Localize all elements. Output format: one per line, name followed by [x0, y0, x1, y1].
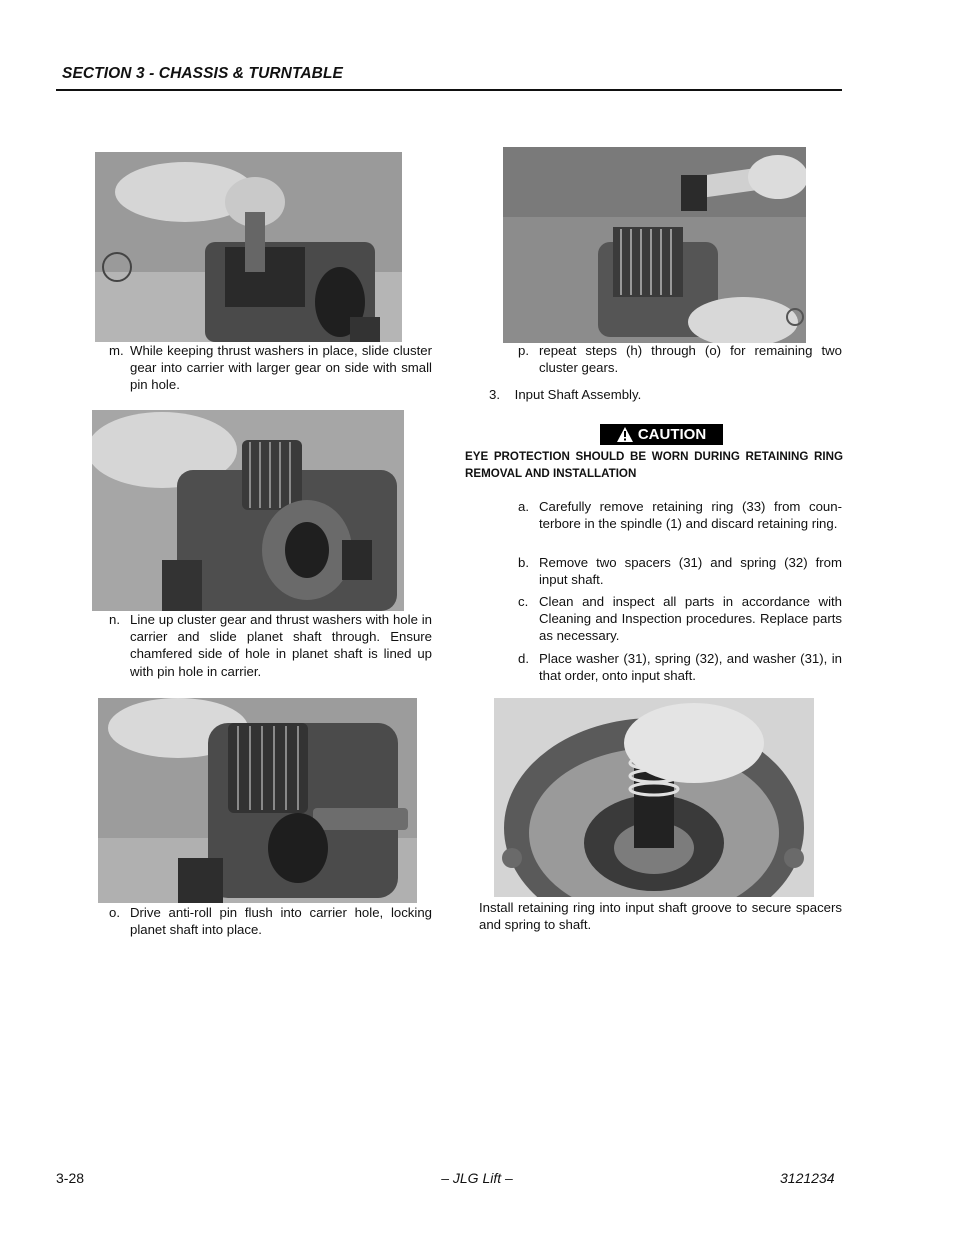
- warning-triangle-icon: [617, 427, 633, 442]
- caution-label: CAUTION: [637, 426, 707, 443]
- step-letter: b.: [518, 555, 529, 570]
- header-divider: [56, 89, 842, 91]
- caution-banner: [600, 424, 723, 445]
- anti-roll-pin-photo: [98, 698, 417, 903]
- input-shaft-spring-photo: [494, 698, 814, 897]
- step-n: [109, 611, 432, 680]
- hammer-cluster-gears-photo: [503, 147, 806, 343]
- step-d: [518, 650, 842, 684]
- footer-brand: – JLG Lift –: [441, 1170, 513, 1186]
- step-b: [518, 554, 842, 588]
- step-text: While keeping thrust washers in place, slide cluster gear into carrier with larger gear on side with small pin hole.: [130, 343, 432, 393]
- step-letter: c.: [518, 594, 529, 609]
- section-title: SECTION 3 - CHASSIS & TURNTABLE: [62, 65, 343, 82]
- step-m: [109, 342, 432, 394]
- step-c: [518, 593, 842, 645]
- subsection-heading: [489, 386, 641, 403]
- step-text: Place washer (31), spring (32), and washer (31), in that order, onto input shaft.: [539, 651, 842, 684]
- step-text: Clean and inspect all parts in accordance with Cleaning and Inspection procedures. Replace parts as necessary.: [539, 594, 842, 644]
- step-o: [109, 904, 432, 938]
- step-p: [518, 342, 842, 376]
- planet-shaft-alignment-photo: [92, 410, 404, 611]
- cluster-gear-carrier-photo: [95, 152, 402, 342]
- subsection-number: 3.: [489, 387, 500, 402]
- document-number: 3121234: [780, 1170, 835, 1186]
- step-letter: a.: [518, 499, 529, 514]
- step-letter: n.: [109, 612, 120, 627]
- subsection-title: Input Shaft Assembly.: [514, 387, 642, 402]
- step-letter: d.: [518, 651, 529, 666]
- step-text: Line up cluster gear and thrust washers with hole in carrier and slide planet shaft through. Ensure chamfered side of hole in planet shaft is lined up with pin hole in carrier.: [130, 612, 432, 679]
- step-letter: m.: [109, 343, 124, 358]
- step-letter: p.: [518, 343, 529, 358]
- step-text: repeat steps (h) through (o) for remaining two cluster gears.: [539, 343, 842, 376]
- caution-text: EYE PROTECTION SHOULD BE WORN DURING RETAINING RING REMOVAL AND INSTALLATION: [465, 450, 843, 480]
- step-text: Carefully remove retaining ring (33) from coun-terbore in the spindle (1) and discard retaining ring.: [539, 499, 842, 532]
- step-text: Remove two spacers (31) and spring (32) from input shaft.: [539, 555, 842, 588]
- step-letter: o.: [109, 905, 120, 920]
- step-a: [518, 498, 842, 532]
- page-number: 3-28: [56, 1170, 85, 1186]
- retaining-ring-note: Install retaining ring into input shaft groove to secure spacers and spring to shaft.: [479, 900, 842, 933]
- step-text: Drive anti-roll pin flush into carrier hole, locking planet shaft into place.: [130, 905, 432, 938]
